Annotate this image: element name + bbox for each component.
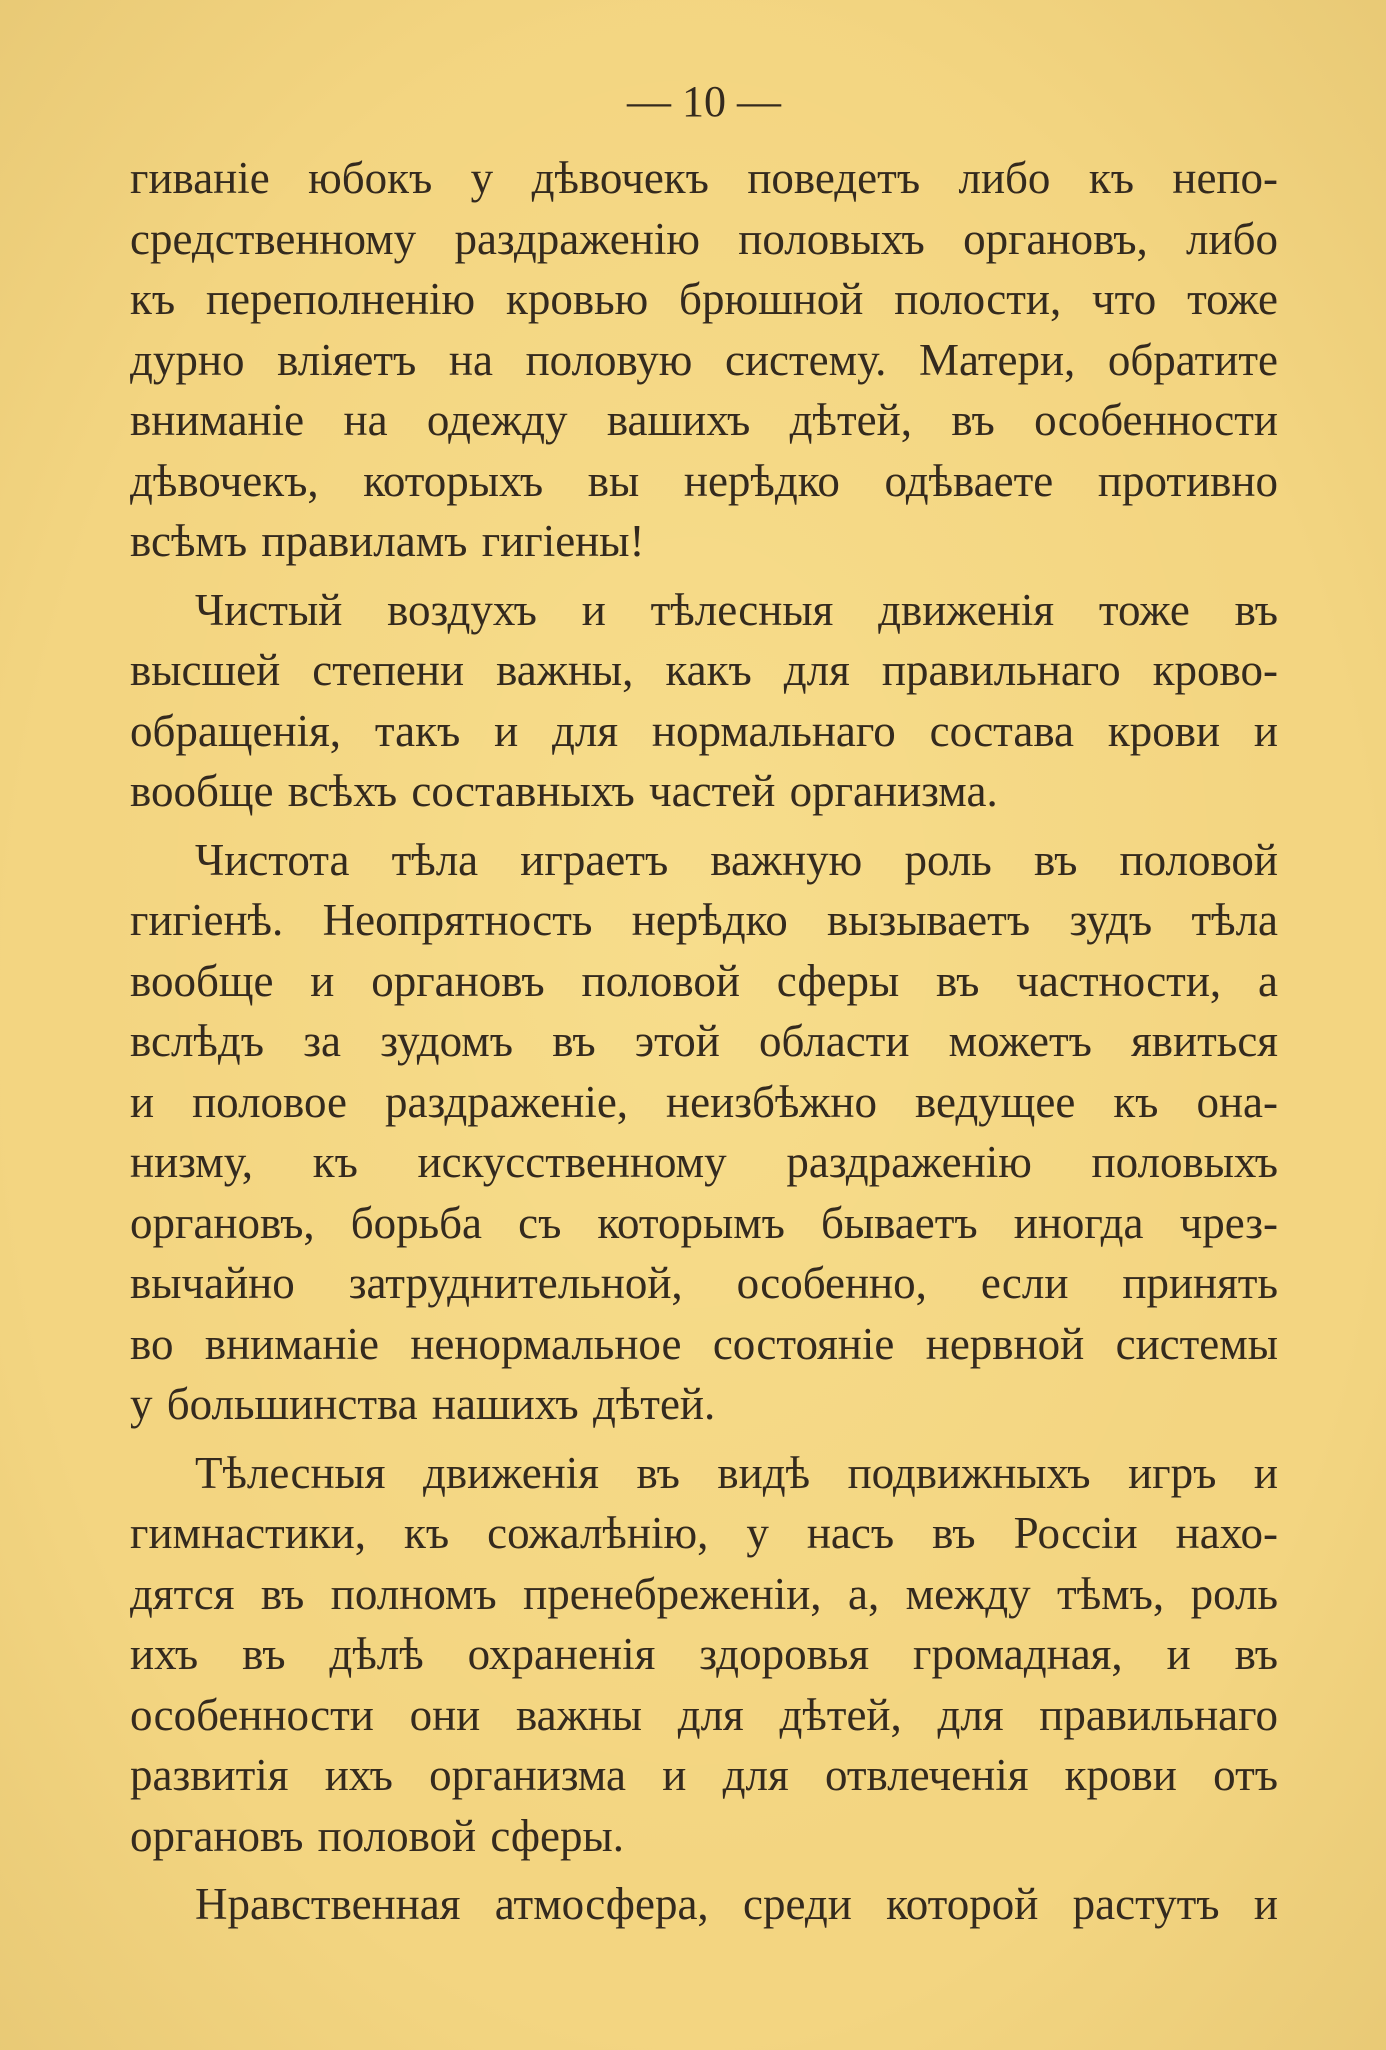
paragraph [130,1443,1278,1867]
text-line: дурно вліяетъ на половую систему. Матери, обратите [130,334,1278,385]
text-line: органовъ половой сферы. [130,1810,625,1861]
text-line: низму, къ искусственному раздраженію половыхъ [130,1137,1278,1187]
text-line: особенности они важны для дѣтей, для правильнаго [130,1689,1278,1740]
body-text [130,148,1278,1935]
text-line: вслѣдъ за зудомъ въ этой области можетъ явиться [130,1016,1278,1066]
text-line: Нравственная атмосфера, среди которой растутъ и [195,1879,1278,1929]
text-line: гигіенѣ. Неопрятность нерѣдко вызываетъ зудъ тѣла [130,895,1278,945]
text-line: дятся въ полномъ пренебреженіи, а, между тѣмъ, роль [130,1568,1278,1619]
text-line: всѣмъ правиламъ гигіены! [130,516,645,566]
text-line: вообще и органовъ половой сферы въ частности, а [130,955,1278,1006]
paragraph [130,830,1278,1435]
text-line: дѣвочекъ, которыхъ вы нерѣдко одѣваете противно [130,455,1278,506]
text-line: Чистый воздухъ и тѣлесныя движенія тоже въ [195,584,1278,635]
text-line: ихъ въ дѣлѣ охраненія здоровья громадная, и въ [130,1629,1278,1679]
text-line: вычайно затруднительной, особенно, если принять [130,1258,1278,1308]
text-line: обращенія, такъ и для нормальнаго состава крови и [130,705,1278,756]
text-line: и половое раздраженіе, неизбѣжно ведущее къ она- [130,1076,1278,1127]
paragraph [130,1874,1278,1935]
text-line: вниманіе на одежду вашихъ дѣтей, въ особенности [130,395,1278,445]
page-number: — 10 — [627,77,781,126]
text-line: высшей степени важны, какъ для правильнаго крово- [130,645,1278,695]
paragraph [130,148,1278,572]
text-line: у большинства нашихъ дѣтей. [130,1379,716,1429]
text-line: органовъ, борьба съ которымъ бываетъ иногда чрез- [130,1197,1278,1248]
paragraph [130,580,1278,822]
text-line: къ переполненію кровью брюшной полости, что тоже [130,274,1278,324]
text-line: развитія ихъ организма и для отвлеченія крови отъ [130,1750,1278,1800]
text-line: Чистота тѣла играетъ важную роль въ половой [195,834,1278,885]
text-line: гиваніе юбокъ у дѣвочекъ поведетъ либо къ непо- [130,153,1278,203]
text-line: гимнастики, къ сожалѣнію, у насъ въ Россіи нахо- [130,1508,1278,1558]
text-line: вообще всѣхъ составныхъ частей организма. [130,766,998,816]
text-line: Тѣлесныя движенія въ видѣ подвижныхъ игръ и [195,1447,1278,1498]
text-line: во вниманіе ненормальное состояніе нервной системы [130,1318,1278,1369]
text-line: средственному раздраженію половыхъ органовъ, либо [130,213,1278,264]
